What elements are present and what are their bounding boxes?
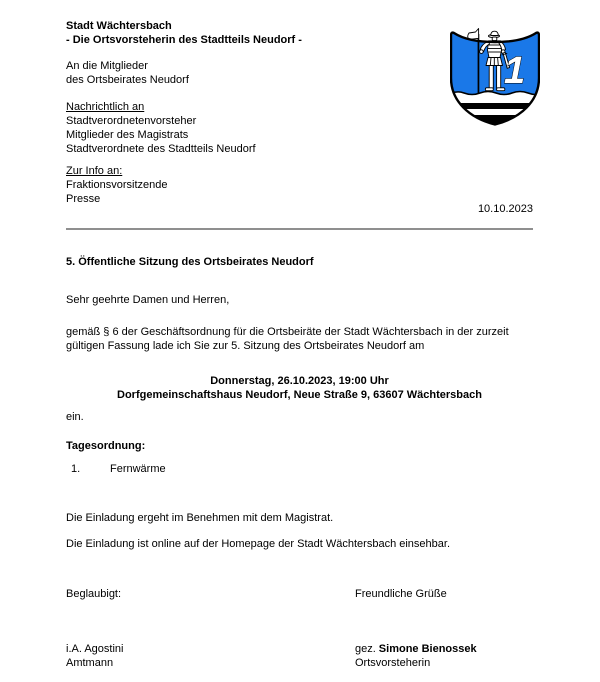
recipient-block [66, 59, 533, 87]
intro-close: ein. [66, 411, 84, 423]
left-signature [66, 642, 355, 670]
subject-line: 5. Öffentliche Sitzung des Ortsbeirates Neudorf [66, 256, 314, 268]
signature-labels-row [66, 587, 533, 601]
salutation: Sehr geehrte Damen und Herren, [66, 294, 230, 306]
header-divider [66, 228, 533, 230]
recipient-line: An die Mitglieder [66, 60, 148, 72]
signature-names-row [66, 642, 533, 670]
sender-role: - Die Ortsvorsteherin des Stadtteils Neudorf - [66, 34, 302, 46]
agenda-item-title: Fernwärme [110, 463, 166, 475]
certified-label: Beglaubigt: [66, 588, 122, 600]
cc-line: Stadtverordnete des Stadtteils Neudorf [66, 143, 256, 155]
info-heading: Zur Info an: [66, 165, 123, 177]
meeting-datetime: Donnerstag, 26.10.2023, 19:00 Uhr [210, 375, 389, 387]
cc-line: Stadtverordnetenvorsteher [66, 115, 197, 127]
letter-content [66, 0, 533, 670]
right-signer-role: Ortsvorsteherin [355, 657, 431, 669]
signed-prefix: gez. [355, 643, 376, 655]
note-magistrat: Die Einladung ergeht im Benehmen mit dem Magistrat. [66, 512, 334, 524]
closing-phrase: Freundliche Grüße [355, 588, 447, 600]
sender-name: Stadt Wächtersbach [66, 20, 172, 32]
note-online: Die Einladung ist online auf der Homepage der Stadt Wächtersbach einsehbar. [66, 538, 451, 550]
right-signer-name: Simone Bienossek [378, 643, 477, 655]
meeting-details [66, 374, 533, 402]
meeting-location: Dorfgemeinschaftshaus Neudorf, Neue Straße 9, 63607 Wächtersbach [117, 389, 482, 401]
info-block [66, 164, 533, 206]
wolfsangel-figure: 1 [504, 50, 526, 92]
sender-block [66, 19, 533, 47]
recipient-line: des Ortsbeirates Neudorf [66, 74, 189, 86]
letter-date: 10.10.2023 [477, 203, 533, 215]
info-line: Presse [66, 193, 101, 205]
left-signer-name: i.A. Agostini [66, 643, 124, 655]
cc-block [66, 100, 533, 156]
agenda-heading: Tagesordnung: [66, 440, 146, 452]
agenda-item [66, 462, 533, 476]
right-signature [355, 642, 533, 670]
info-line: Fraktionsvorsitzende [66, 179, 168, 191]
cc-line: Mitglieder des Magistrats [66, 129, 189, 141]
left-signer-role: Amtmann [66, 657, 114, 669]
agenda-item-number: 1. [71, 463, 81, 475]
intro-paragraph: gemäß § 6 der Geschäftsordnung für die Ortsbeiräte der Stadt Wächtersbach in der zurzeit gültigen Fassung lade ich Sie zur 5. Sitzung des Ortsbeirates Neudorf am [66, 326, 509, 352]
cc-heading: Nachrichtlich an [66, 101, 145, 113]
right-signer-line [355, 642, 533, 656]
